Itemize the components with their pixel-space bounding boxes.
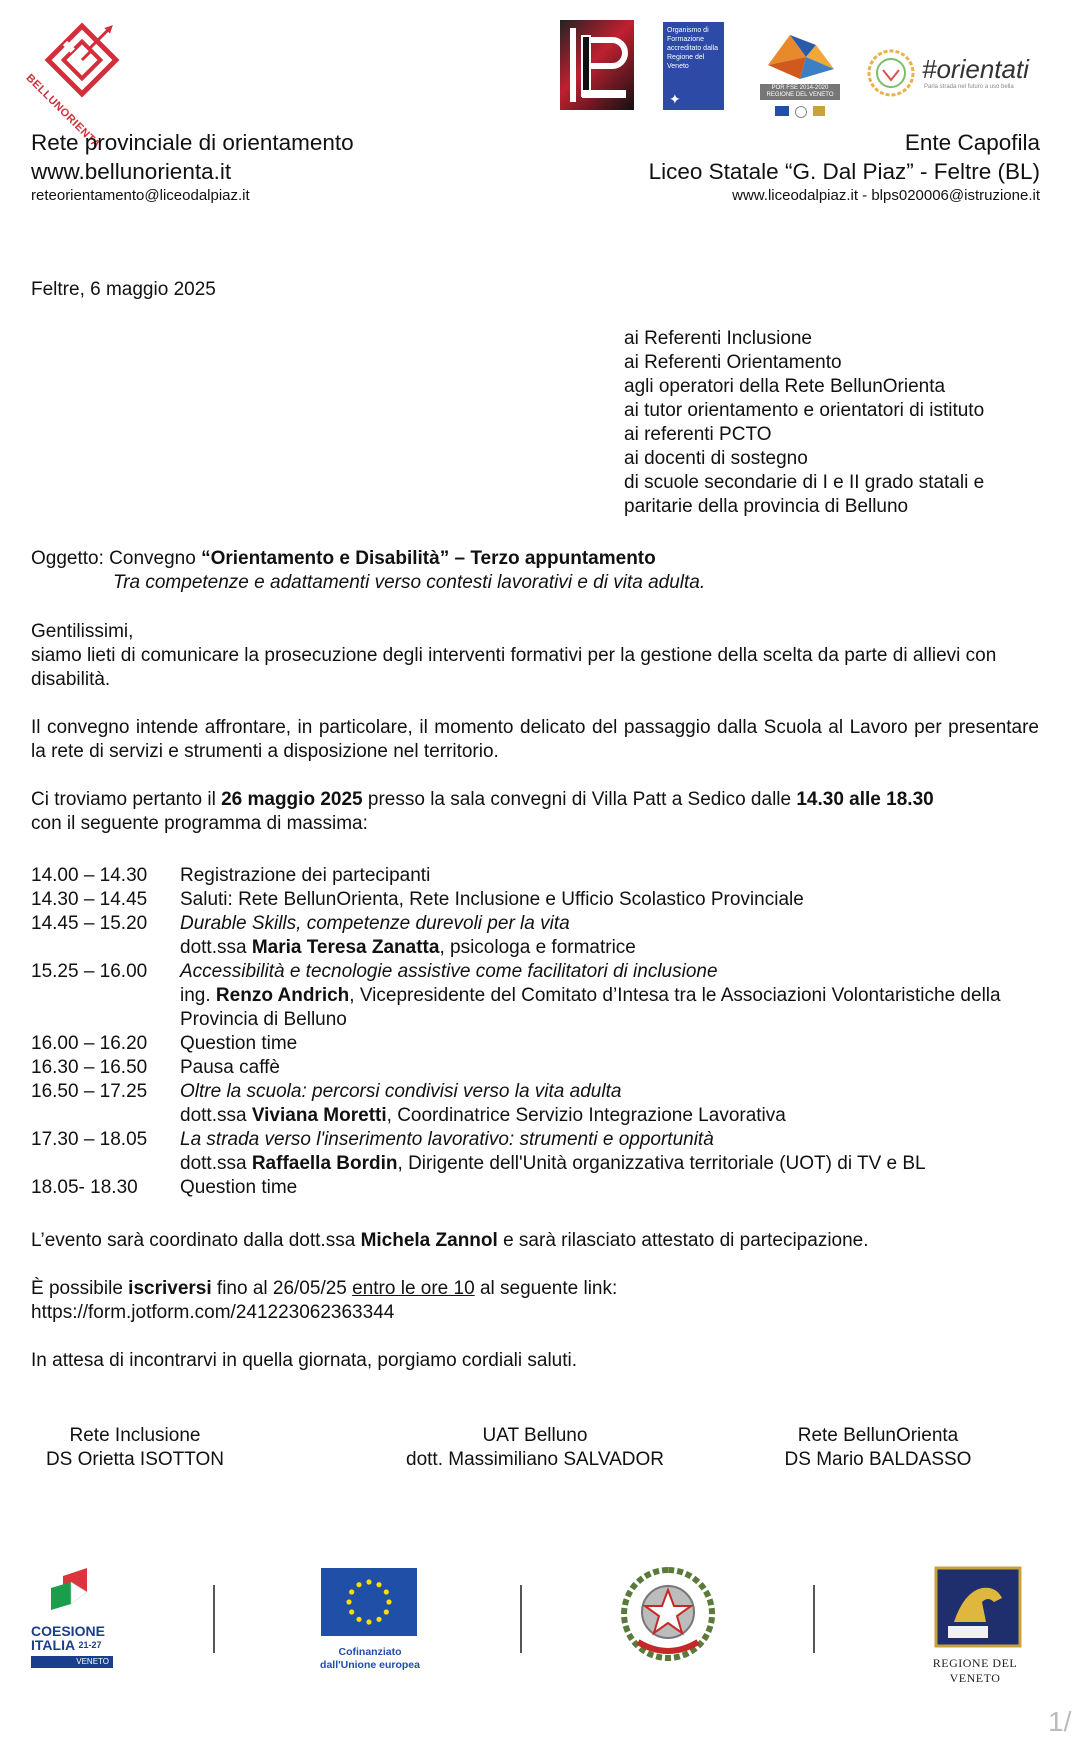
network-email[interactable]: reteorientamento@liceodalpiaz.it xyxy=(31,187,250,204)
program-speaker: dott.ssa Maria Teresa Zanatta, psicologa e formatrice xyxy=(180,937,636,958)
program-title: Question time xyxy=(180,1033,298,1054)
program-speaker: ing. Renzo Andrich, Vicepresidente del Comitato d’Intesa tra le Associazioni Volontaristiche della Provincia di Belluno xyxy=(180,985,1001,1030)
lead-entity-label: Ente Capofila xyxy=(904,130,1040,155)
program-time: 16.50 – 17.25 xyxy=(31,1081,148,1102)
signature-block xyxy=(748,1424,1008,1472)
coesione-italia-logo xyxy=(31,1568,115,1672)
paragraph-intro: siamo lieti di comunicare la prosecuzione degli interventi formativi per la gestione della scelta da parte di allievi con disabilità. xyxy=(31,645,997,690)
program-title: Oltre la scuola: percorsi condivisi verso la vita adulta xyxy=(180,1081,622,1102)
eu-star-icon xyxy=(366,1579,371,1584)
speaker-name: Maria Teresa Zanatta xyxy=(251,937,440,958)
program-time: 15.25 – 16.00 xyxy=(31,961,148,982)
program-time: 17.30 – 18.05 xyxy=(31,1129,148,1150)
eu-text-1: Cofinanziato xyxy=(338,1646,402,1658)
recipients-list xyxy=(624,327,1044,519)
program-row xyxy=(31,1128,1041,1176)
eu-star-icon xyxy=(384,1589,389,1594)
recipient-line: ai referenti PCTO xyxy=(624,424,772,445)
program-row xyxy=(31,1080,1041,1128)
recipient-line: ai docenti di sostegno xyxy=(624,448,808,469)
signature-name: DS Mario BALDASSO xyxy=(784,1449,972,1470)
program-time: 14.30 – 14.45 xyxy=(31,889,148,910)
organismo-formazione-text: Organismo di Formazione accreditato dalla Regione del Veneto xyxy=(667,27,718,70)
program-body xyxy=(180,888,1041,912)
program-row xyxy=(31,1056,1041,1080)
footer-divider xyxy=(213,1585,215,1653)
program-body xyxy=(180,1176,1041,1200)
program-row xyxy=(31,1032,1041,1056)
program-body xyxy=(180,1128,1041,1176)
program-title: Pausa caffè xyxy=(180,1057,281,1078)
closing-text: In attesa di incontrarvi in quella giornata, porgiamo cordiali saluti. xyxy=(31,1350,578,1371)
program-title: Registrazione dei partecipanti xyxy=(180,865,431,886)
signatures xyxy=(0,1424,1078,1484)
paragraph-purpose: Il convegno intende affrontare, in particolare, il momento delicato del passaggio dalla Scuola al Lavoro per presentare la rete di servizi e strumenti a disposizione nel territorio. xyxy=(31,717,1039,762)
program-title: Accessibilità e tecnologie assistive come facilitatori di inclusione xyxy=(180,961,718,982)
lp-logo xyxy=(560,20,634,110)
speaker-name: Raffaella Bordin xyxy=(251,1153,398,1174)
paragraph-when-where: Ci troviamo pertanto il 26 maggio 2025 presso la sala convegni di Villa Patt a Sedico dalle 14.30 alle 18.30 xyxy=(31,789,934,810)
event-time: 14.30 alle 18.30 xyxy=(796,789,934,810)
program-time: 16.00 – 16.20 xyxy=(31,1033,148,1054)
footer-divider xyxy=(520,1585,522,1653)
program-time: 18.05- 18.30 xyxy=(31,1177,138,1198)
program-row xyxy=(31,864,1041,888)
eu-text-2: dall'Unione europea xyxy=(320,1659,420,1671)
regione-veneto-logo xyxy=(910,1566,1040,1685)
eu-star-icon xyxy=(356,1582,361,1587)
lead-school-contacts[interactable]: www.liceodalpiaz.it - blps020006@istruzione.it xyxy=(732,187,1040,204)
orientati-subtext: Parla strada nel futuro a uso bella xyxy=(924,84,1014,90)
registration-link[interactable]: https://form.jotform.com/241223062363344 xyxy=(31,1302,395,1323)
program-body xyxy=(180,1032,1041,1056)
program-schedule xyxy=(31,864,1041,1200)
speaker-name: Viviana Moretti xyxy=(251,1105,387,1126)
program-title: Durable Skills, competenze durevoli per la vita xyxy=(180,913,570,934)
por-fse-logo xyxy=(760,25,840,113)
repubblica-italiana-emblem xyxy=(620,1566,716,1662)
coesione-years: 21-27 xyxy=(78,1640,102,1650)
coesione-text-1: COESIONE xyxy=(31,1623,105,1639)
program-time: 16.30 – 16.50 xyxy=(31,1057,148,1078)
bellunorienta-logo-text: BELLUNORIENTA xyxy=(23,72,103,152)
eu-star-icon xyxy=(349,1609,354,1614)
program-body xyxy=(180,1080,1041,1128)
registration-deadline: entro le ore 10 xyxy=(352,1278,475,1299)
bellunorienta-logo xyxy=(23,20,130,152)
program-title: La strada verso l'inserimento lavorativo: strumenti e opportunità xyxy=(180,1129,714,1150)
recipient-line: ai Referenti Orientamento xyxy=(624,352,842,373)
eu-star-icon xyxy=(349,1589,354,1594)
signature-org: UAT Belluno xyxy=(482,1425,588,1446)
eu-star-icon xyxy=(386,1599,391,1604)
orientati-logo xyxy=(866,48,1056,100)
signature-block xyxy=(20,1424,250,1472)
header-left xyxy=(31,128,491,205)
coordinator-name: Michela Zannol xyxy=(360,1230,498,1251)
veneto-emblem-icon xyxy=(813,106,825,116)
letter-date: Feltre, 6 maggio 2025 xyxy=(31,279,216,300)
eu-star-icon xyxy=(346,1599,351,1604)
italy-emblem-icon xyxy=(795,106,807,118)
program-time: 14.45 – 15.20 xyxy=(31,913,148,934)
program-row xyxy=(31,888,1041,912)
coordination-text: L’evento sarà coordinato dalla dott.ssa Michela Zannol e sarà rilasciato attestato di partecipazione. xyxy=(31,1230,869,1251)
program-title: Question time xyxy=(180,1177,298,1198)
program-body xyxy=(180,912,1041,960)
signature-name: DS Orietta ISOTTON xyxy=(45,1449,225,1470)
subject xyxy=(31,547,1041,595)
eu-star-icon xyxy=(366,1619,371,1624)
subject-prefix: Oggetto: Convegno xyxy=(31,548,202,569)
signature-org: Rete Inclusione xyxy=(69,1425,201,1446)
page-number: 1/ xyxy=(1048,1706,1072,1737)
network-website[interactable]: www.bellunorienta.it xyxy=(31,159,232,184)
regione-veneto-text: REGIONE DEL VENETO xyxy=(932,1656,1018,1685)
coesione-region: VENETO xyxy=(31,1656,113,1668)
por-fse-text: POR FSE 2014-2020 REGIONE DEL VENETO xyxy=(760,84,840,100)
eu-star-icon xyxy=(376,1582,381,1587)
recipient-line: ai tutor orientamento e orientatori di istituto xyxy=(624,400,985,421)
subject-title: “Orientamento e Disabilità” – Terzo appuntamento xyxy=(201,548,656,569)
signature-org: Rete BellunOrienta xyxy=(797,1425,959,1446)
program-time: 14.00 – 14.30 xyxy=(31,865,148,886)
eu-star-icon xyxy=(384,1609,389,1614)
program-body xyxy=(180,960,1041,1032)
eu-star-icon xyxy=(376,1617,381,1622)
signature-name: dott. Massimiliano SALVADOR xyxy=(406,1449,664,1470)
organismo-formazione-logo xyxy=(663,22,724,110)
registration-text: È possibile iscriversi fino al 26/05/25 entro le ore 10 al seguente link: xyxy=(31,1278,618,1299)
recipient-line: paritarie della provincia di Belluno xyxy=(624,496,909,517)
program-row xyxy=(31,960,1041,1032)
program-title: Saluti: Rete BellunOrienta, Rete Inclusione e Ufficio Scolastico Provinciale xyxy=(180,889,804,910)
speaker-name: Renzo Andrich xyxy=(215,985,350,1006)
veneto-lion-icon: ✦ xyxy=(669,91,681,107)
recipient-line: ai Referenti Inclusione xyxy=(624,328,812,349)
letter-body: Gentilissimi, siamo lieti di comunicare la prosecuzione degli interventi formativi per la gestione della scelta da parte di allievi con disabilità. Il convegno intende affrontare, in particolare, il momento delicato del passaggio dalla Scuola al Lavoro per presentare la rete di servizi e strumenti a disposizione nel territorio. Ci troviamo pertanto il 26 maggio 2025 presso la sala convegni di Villa Patt a Sedico dalle 14.30 alle 18.30 con il seguente programma di massima: xyxy=(31,621,1039,834)
lead-school-name: Liceo Statale “G. Dal Piaz” - Feltre (BL) xyxy=(648,159,1040,184)
greeting: Gentilissimi, xyxy=(31,621,134,642)
program-speaker: dott.ssa Raffaella Bordin, Dirigente dell'Unità organizzativa territoriale (UOT) di TV e BL xyxy=(180,1153,926,1174)
eu-star-icon xyxy=(356,1617,361,1622)
footer-divider xyxy=(813,1585,815,1653)
closing-section xyxy=(31,1229,1041,1373)
recipient-line: agli operatori della Rete BellunOrienta xyxy=(624,376,946,397)
event-date: 26 maggio 2025 xyxy=(221,789,363,810)
program-row xyxy=(31,1176,1041,1200)
header-right xyxy=(540,128,1040,205)
orientati-text: #orientati xyxy=(922,54,1029,84)
eu-flag-icon xyxy=(775,106,789,116)
eu-cofinanced-logo xyxy=(315,1568,435,1674)
recipient-line: di scuole secondarie di I e II grado statali e xyxy=(624,472,985,493)
program-body xyxy=(180,1056,1041,1080)
coesione-text-2: ITALIA xyxy=(31,1637,75,1653)
signature-block xyxy=(380,1424,690,1472)
network-name: Rete provinciale di orientamento xyxy=(31,130,354,155)
program-speaker: dott.ssa Viviana Moretti, Coordinatrice Servizio Integrazione Lavorativa xyxy=(180,1105,786,1126)
program-body xyxy=(180,864,1041,888)
subject-subtitle: Tra competenze e adattamenti verso contesti lavorativi e di vita adulta. xyxy=(113,572,706,593)
program-row xyxy=(31,912,1041,960)
